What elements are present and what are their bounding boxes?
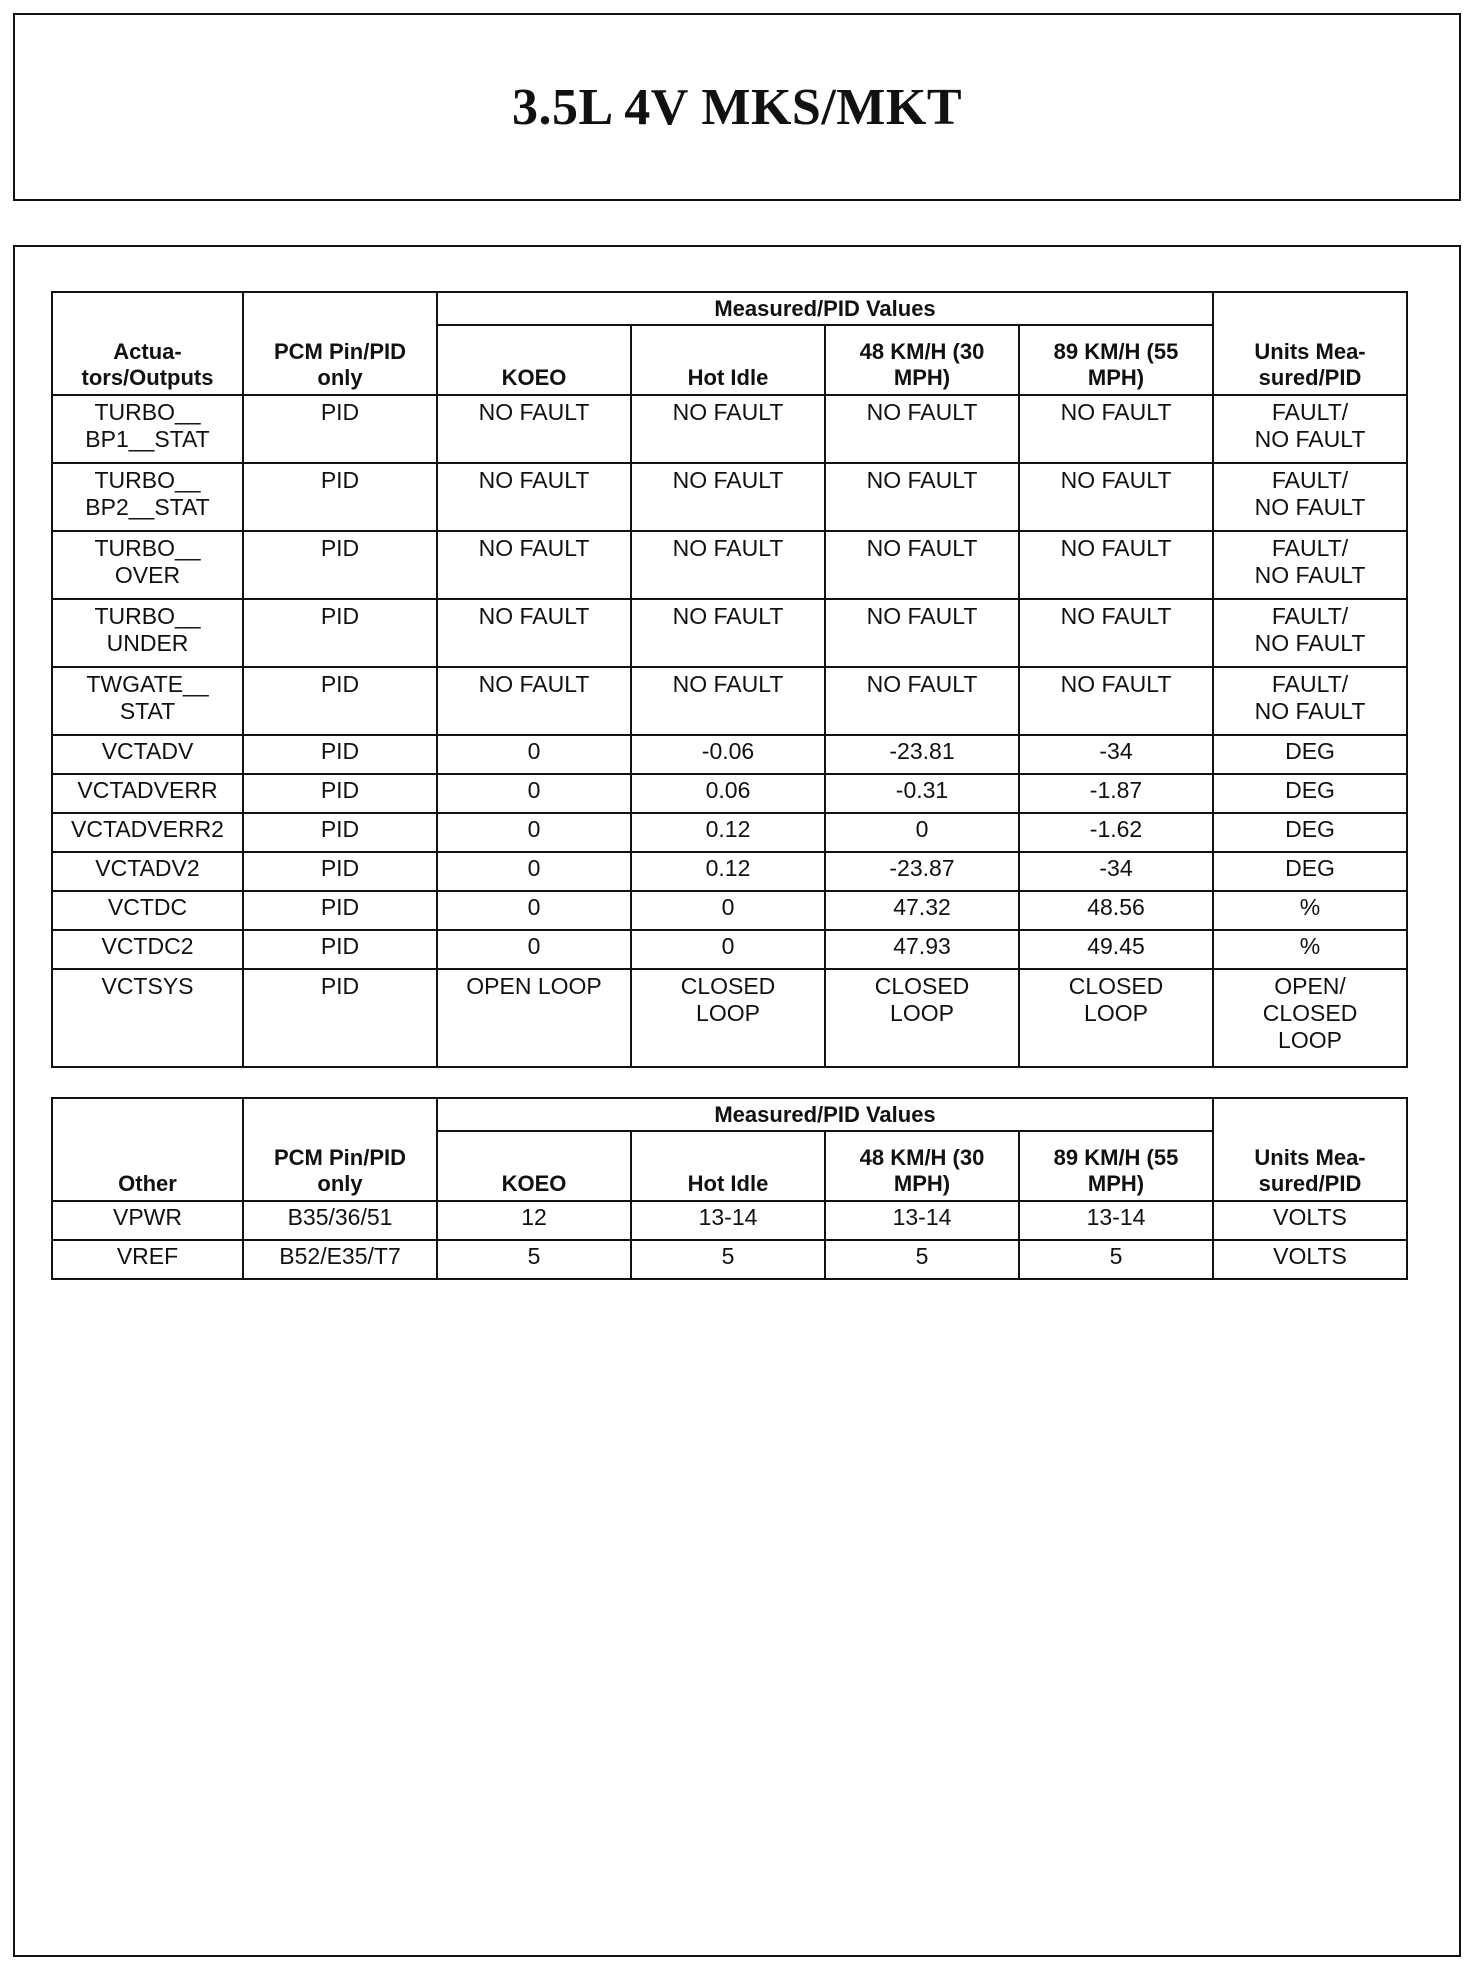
cell-48-kmh: -0.31 xyxy=(825,774,1019,813)
cell-name: VCTADV2 xyxy=(52,852,243,891)
cell-89-kmh: -34 xyxy=(1019,852,1213,891)
cell-hot-idle: 0.12 xyxy=(631,852,825,891)
header-hot-idle: Hot Idle xyxy=(631,1131,825,1201)
cell-koeo: NO FAULT xyxy=(437,599,631,667)
cell-name: VCTSYS xyxy=(52,969,243,1067)
table-row xyxy=(52,395,1407,463)
cell-hot-idle: CLOSED LOOP xyxy=(631,969,825,1067)
cell-48-kmh: 13-14 xyxy=(825,1201,1019,1240)
cell-89-kmh: 13-14 xyxy=(1019,1201,1213,1240)
cell-48-kmh: 47.32 xyxy=(825,891,1019,930)
cell-48-kmh: 5 xyxy=(825,1240,1019,1279)
cell-units: % xyxy=(1213,930,1407,969)
header-pcm-pin: PCM Pin/PID only xyxy=(243,1098,437,1201)
cell-89-kmh: 5 xyxy=(1019,1240,1213,1279)
cell-name: VREF xyxy=(52,1240,243,1279)
cell-pcm-pin: PID xyxy=(243,891,437,930)
cell-hot-idle: NO FAULT xyxy=(631,395,825,463)
cell-name: VCTDC2 xyxy=(52,930,243,969)
cell-89-kmh: NO FAULT xyxy=(1019,463,1213,531)
cell-pcm-pin: PID xyxy=(243,969,437,1067)
cell-units: DEG xyxy=(1213,735,1407,774)
cell-48-kmh: CLOSED LOOP xyxy=(825,969,1019,1067)
header-units: Units Mea- sured/PID xyxy=(1213,1098,1407,1201)
cell-units: VOLTS xyxy=(1213,1201,1407,1240)
cell-89-kmh: 49.45 xyxy=(1019,930,1213,969)
cell-name: TURBO__ BP1__STAT xyxy=(52,395,243,463)
cell-48-kmh: NO FAULT xyxy=(825,599,1019,667)
cell-name: VPWR xyxy=(52,1201,243,1240)
cell-hot-idle: NO FAULT xyxy=(631,463,825,531)
header-actuators: Actua- tors/Outputs xyxy=(52,292,243,395)
cell-hot-idle: NO FAULT xyxy=(631,531,825,599)
cell-pcm-pin: PID xyxy=(243,813,437,852)
cell-89-kmh: NO FAULT xyxy=(1019,531,1213,599)
cell-hot-idle: 5 xyxy=(631,1240,825,1279)
cell-pcm-pin: PID xyxy=(243,395,437,463)
other-table xyxy=(51,1097,1408,1280)
cell-name: TWGATE__ STAT xyxy=(52,667,243,735)
cell-hot-idle: -0.06 xyxy=(631,735,825,774)
cell-pcm-pin: PID xyxy=(243,463,437,531)
header-units: Units Mea- sured/PID xyxy=(1213,292,1407,395)
cell-hot-idle: 0 xyxy=(631,891,825,930)
header-koeo: KOEO xyxy=(437,1131,631,1201)
cell-pcm-pin: PID xyxy=(243,735,437,774)
table-row xyxy=(52,735,1407,774)
table-row xyxy=(52,1201,1407,1240)
cell-89-kmh: -1.87 xyxy=(1019,774,1213,813)
cell-koeo: 0 xyxy=(437,852,631,891)
cell-hot-idle: 0 xyxy=(631,930,825,969)
cell-89-kmh: 48.56 xyxy=(1019,891,1213,930)
header-koeo: KOEO xyxy=(437,325,631,395)
cell-units: FAULT/ NO FAULT xyxy=(1213,395,1407,463)
cell-48-kmh: -23.81 xyxy=(825,735,1019,774)
table-row xyxy=(52,774,1407,813)
cell-koeo: NO FAULT xyxy=(437,395,631,463)
header-89-kmh: 89 KM/H (55 MPH) xyxy=(1019,1131,1213,1201)
cell-48-kmh: 47.93 xyxy=(825,930,1019,969)
cell-koeo: 5 xyxy=(437,1240,631,1279)
cell-48-kmh: NO FAULT xyxy=(825,395,1019,463)
page-title: 3.5L 4V MKS/MKT xyxy=(511,78,963,136)
header-48-kmh: 48 KM/H (30 MPH) xyxy=(825,325,1019,395)
cell-units: DEG xyxy=(1213,774,1407,813)
header-pcm-pin: PCM Pin/PID only xyxy=(243,292,437,395)
cell-units: FAULT/ NO FAULT xyxy=(1213,599,1407,667)
table-row xyxy=(52,891,1407,930)
cell-koeo: 0 xyxy=(437,813,631,852)
cell-koeo: NO FAULT xyxy=(437,531,631,599)
title-box xyxy=(13,13,1461,201)
cell-hot-idle: 0.06 xyxy=(631,774,825,813)
cell-koeo: NO FAULT xyxy=(437,463,631,531)
cell-pcm-pin: PID xyxy=(243,667,437,735)
cell-hot-idle: 0.12 xyxy=(631,813,825,852)
table-row xyxy=(52,667,1407,735)
cell-89-kmh: NO FAULT xyxy=(1019,395,1213,463)
cell-units: % xyxy=(1213,891,1407,930)
cell-koeo: 0 xyxy=(437,891,631,930)
header-89-kmh: 89 KM/H (55 MPH) xyxy=(1019,325,1213,395)
cell-pcm-pin: PID xyxy=(243,852,437,891)
cell-name: TURBO__ BP2__STAT xyxy=(52,463,243,531)
cell-koeo: OPEN LOOP xyxy=(437,969,631,1067)
cell-48-kmh: 0 xyxy=(825,813,1019,852)
cell-48-kmh: -23.87 xyxy=(825,852,1019,891)
cell-units: FAULT/ NO FAULT xyxy=(1213,463,1407,531)
cell-name: TURBO__ UNDER xyxy=(52,599,243,667)
cell-pcm-pin: PID xyxy=(243,599,437,667)
cell-name: VCTADVERR2 xyxy=(52,813,243,852)
table-row xyxy=(52,852,1407,891)
cell-name: VCTDC xyxy=(52,891,243,930)
cell-name: VCTADVERR xyxy=(52,774,243,813)
table-row xyxy=(52,969,1407,1067)
cell-hot-idle: NO FAULT xyxy=(631,599,825,667)
cell-89-kmh: CLOSED LOOP xyxy=(1019,969,1213,1067)
cell-units: OPEN/ CLOSED LOOP xyxy=(1213,969,1407,1067)
header-other: Other xyxy=(52,1098,243,1201)
cell-48-kmh: NO FAULT xyxy=(825,531,1019,599)
cell-89-kmh: NO FAULT xyxy=(1019,599,1213,667)
cell-hot-idle: NO FAULT xyxy=(631,667,825,735)
table-row xyxy=(52,930,1407,969)
cell-name: TURBO__ OVER xyxy=(52,531,243,599)
cell-name: VCTADV xyxy=(52,735,243,774)
cell-pcm-pin: PID xyxy=(243,531,437,599)
table-row xyxy=(52,813,1407,852)
header-measured-values: Measured/PID Values xyxy=(437,292,1213,325)
table-row xyxy=(52,531,1407,599)
cell-89-kmh: -34 xyxy=(1019,735,1213,774)
cell-units: FAULT/ NO FAULT xyxy=(1213,667,1407,735)
cell-units: DEG xyxy=(1213,852,1407,891)
table-row xyxy=(52,599,1407,667)
header-measured-values: Measured/PID Values xyxy=(437,1098,1213,1131)
cell-units: FAULT/ NO FAULT xyxy=(1213,531,1407,599)
cell-89-kmh: NO FAULT xyxy=(1019,667,1213,735)
cell-48-kmh: NO FAULT xyxy=(825,667,1019,735)
cell-koeo: 0 xyxy=(437,735,631,774)
header-48-kmh: 48 KM/H (30 MPH) xyxy=(825,1131,1019,1201)
cell-pcm-pin: B52/E35/T7 xyxy=(243,1240,437,1279)
cell-koeo: 12 xyxy=(437,1201,631,1240)
content-box xyxy=(13,245,1461,1957)
cell-pcm-pin: B35/36/51 xyxy=(243,1201,437,1240)
table-row xyxy=(52,1240,1407,1279)
table-row xyxy=(52,463,1407,531)
cell-48-kmh: NO FAULT xyxy=(825,463,1019,531)
header-hot-idle: Hot Idle xyxy=(631,325,825,395)
cell-hot-idle: 13-14 xyxy=(631,1201,825,1240)
cell-pcm-pin: PID xyxy=(243,774,437,813)
cell-units: VOLTS xyxy=(1213,1240,1407,1279)
cell-koeo: 0 xyxy=(437,930,631,969)
cell-units: DEG xyxy=(1213,813,1407,852)
cell-koeo: NO FAULT xyxy=(437,667,631,735)
cell-koeo: 0 xyxy=(437,774,631,813)
cell-89-kmh: -1.62 xyxy=(1019,813,1213,852)
actuators-table xyxy=(51,291,1408,1068)
cell-pcm-pin: PID xyxy=(243,930,437,969)
